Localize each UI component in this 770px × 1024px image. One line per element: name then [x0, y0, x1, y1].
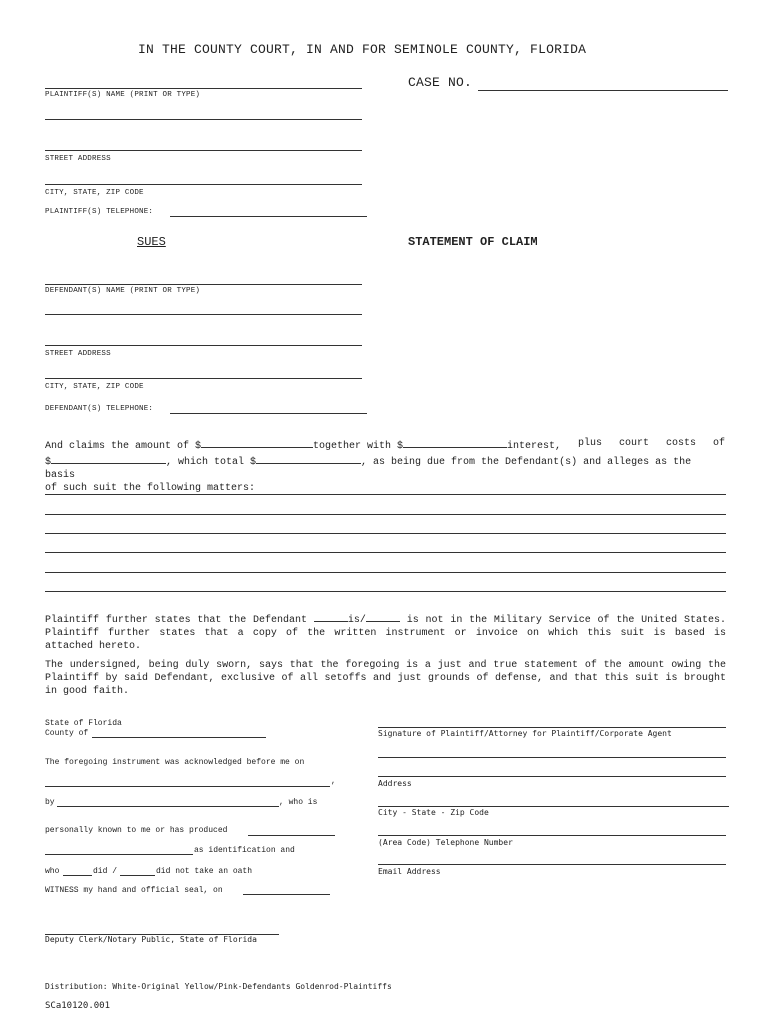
address-field-1[interactable]	[378, 757, 726, 758]
claim-line-3: of such suit the following matters:	[45, 483, 256, 494]
plaintiff-name-field-2[interactable]	[45, 119, 362, 120]
plaintiff-street-label: STREET ADDRESS	[45, 155, 111, 163]
address-label: Address	[378, 779, 412, 788]
plaintiff-city-field[interactable]	[45, 184, 362, 185]
did-label: did /	[93, 867, 118, 876]
signature-label: Signature of Plaintiff/Attorney for Plaintiff/Corporate Agent	[378, 729, 672, 738]
oath-line-2: Plaintiff by said Defendant, exclusive of all setoffs and just grounds of defense, and that this suit is brought	[45, 673, 726, 684]
email-label: Email Address	[378, 867, 441, 876]
personally-known-text: personally known to me or has produced	[45, 826, 228, 835]
acknowledged-text: The foregoing instrument was acknowledged before me on	[45, 758, 305, 767]
witness-text: WITNESS my hand and official seal, on	[45, 886, 223, 895]
produced-field[interactable]	[248, 835, 335, 836]
plaintiff-name-label: PLAINTIFF(S) NAME (PRINT OR TYPE)	[45, 91, 201, 99]
case-number-label: CASE NO.	[408, 75, 473, 90]
due-text: , as being due from the Defendant(s) and alleges as the basis	[45, 457, 692, 481]
claim-amount-text: And claims the amount of $	[45, 441, 202, 452]
military-line-1	[45, 611, 726, 627]
case-number-field[interactable]	[478, 90, 728, 91]
court-costs-field[interactable]	[51, 453, 166, 464]
by-field[interactable]	[57, 806, 279, 807]
military-text-b: is/	[347, 615, 366, 626]
signature-field[interactable]	[378, 727, 726, 728]
together-with-text: together with $	[313, 441, 404, 452]
county-field[interactable]	[92, 737, 266, 738]
did-not-label: did not take an oath	[156, 867, 253, 876]
identification-text: as identification and	[194, 846, 295, 855]
defendant-street-field[interactable]	[45, 345, 362, 346]
military-paragraph	[45, 611, 726, 653]
comma-text: ,	[331, 777, 336, 786]
court-text: court	[619, 438, 650, 449]
claim-line-2	[45, 453, 725, 482]
sues-label: SUES	[137, 235, 166, 249]
matters-line-5[interactable]	[45, 572, 726, 573]
telephone-label: (Area Code) Telephone Number	[378, 838, 513, 847]
city-state-zip-field[interactable]	[378, 806, 729, 807]
matters-line-4[interactable]	[45, 552, 726, 553]
defendant-name-field[interactable]	[45, 284, 362, 285]
plaintiff-name-field[interactable]	[45, 88, 362, 89]
interest-text: interest,	[507, 441, 562, 452]
acknowledged-date-field[interactable]	[45, 786, 330, 787]
costs-text: costs	[666, 438, 697, 449]
oath-paragraph	[45, 659, 726, 698]
of-text: of	[712, 438, 725, 449]
defendant-name-field-2[interactable]	[45, 314, 362, 315]
who-label: who	[45, 867, 60, 876]
matters-line-1[interactable]	[45, 494, 726, 495]
email-field[interactable]	[378, 864, 726, 865]
court-title: IN THE COUNTY COURT, IN AND FOR SEMINOLE COUNTY, FLORIDA	[138, 42, 587, 57]
plus-text: plus	[578, 438, 603, 449]
dollar-text: $	[45, 457, 52, 468]
address-field-2[interactable]	[378, 776, 726, 777]
total-field[interactable]	[256, 453, 361, 464]
military-line-2: Plaintiff further states that a copy of the written instrument or invoice on which this suit is based is	[45, 628, 726, 639]
claim-amount-field[interactable]	[201, 437, 313, 448]
document-title: STATEMENT OF CLAIM	[408, 235, 538, 249]
matters-line-6[interactable]	[45, 591, 726, 592]
plaintiff-phone-field[interactable]	[170, 216, 367, 217]
defendant-street-label: STREET ADDRESS	[45, 350, 111, 358]
who-is-text: , who is	[279, 798, 318, 807]
which-total-text: , which total $	[166, 457, 257, 468]
did-field[interactable]	[63, 875, 92, 876]
county-label: County of	[45, 729, 89, 738]
is-field[interactable]	[314, 611, 348, 622]
is-not-field[interactable]	[366, 611, 400, 622]
claim-line-1	[45, 437, 725, 453]
plaintiff-street-field[interactable]	[45, 150, 362, 151]
matters-line-2[interactable]	[45, 514, 726, 515]
plaintiff-phone-label: PLAINTIFF(S) TELEPHONE:	[45, 208, 154, 216]
defendant-city-label: CITY, STATE, ZIP CODE	[45, 383, 144, 391]
identification-field[interactable]	[45, 854, 193, 855]
distribution-text: Distribution: White-Original Yellow/Pink-Defendants Goldenrod-Plaintiffs	[45, 982, 392, 991]
claim-paragraph	[45, 437, 725, 495]
military-text-c: is not in the Military Service of the United States.	[406, 615, 726, 626]
defendant-name-label: DEFENDANT(S) NAME (PRINT OR TYPE)	[45, 287, 201, 295]
military-text-a: Plaintiff further states that the Defendant	[45, 615, 308, 626]
city-state-zip-label: City - State - Zip Code	[378, 808, 489, 817]
did-not-field[interactable]	[120, 875, 155, 876]
matters-line-3[interactable]	[45, 533, 726, 534]
form-number: SCa10120.001	[45, 1001, 111, 1011]
defendant-phone-label: DEFENDANT(S) TELEPHONE:	[45, 405, 154, 413]
plaintiff-city-label: CITY, STATE, ZIP CODE	[45, 189, 144, 197]
oath-line-3: in good faith.	[45, 686, 130, 697]
defendant-phone-field[interactable]	[170, 413, 367, 414]
state-label: State of Florida	[45, 719, 122, 728]
witness-date-field[interactable]	[243, 894, 330, 895]
oath-line-1: The undersigned, being duly sworn, says that the foregoing is a just and true statement of the amount owing the	[45, 660, 726, 671]
by-label: by	[45, 798, 55, 807]
telephone-field[interactable]	[378, 835, 726, 836]
defendant-city-field[interactable]	[45, 378, 362, 379]
interest-field[interactable]	[403, 437, 507, 448]
military-line-3: attached hereto.	[45, 641, 142, 652]
deputy-label: Deputy Clerk/Notary Public, State of Florida	[45, 935, 257, 944]
